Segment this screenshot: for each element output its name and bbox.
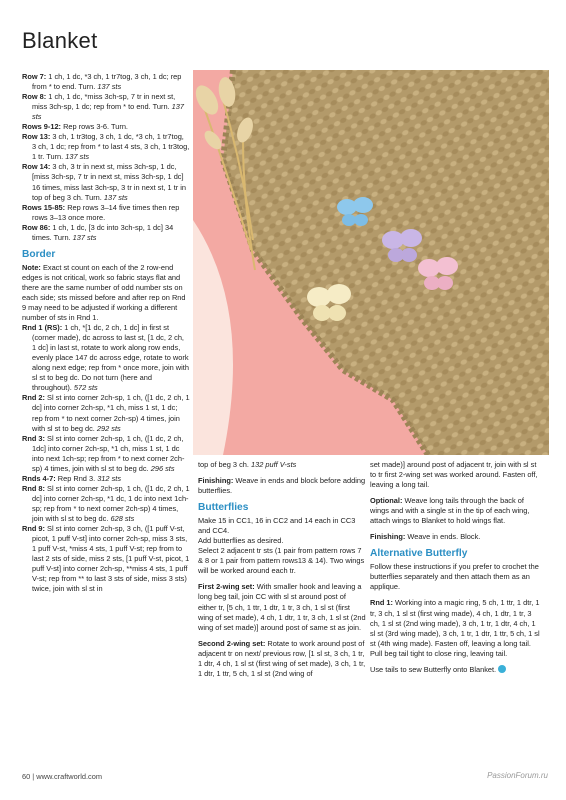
optional-text: Weave long tails through the back of wings and with a single st in the tip of each wing, attach wings to Blanket to hold wings flat.	[370, 496, 530, 526]
watermark: PassionForum.ru	[487, 771, 548, 780]
rows-text: 3 ch, 1 tr3tog, 3 ch, 1 dc, *3 ch, 1 tr7tog, 3 ch, 1 dc; rep from * to last 4 sts, 3 ch, 1 tr3tog, 1 tr. Turn.	[32, 132, 190, 162]
rnds-text: Rep Rnd 3.	[55, 473, 98, 483]
rnds-label: Rnd 9:	[22, 524, 45, 534]
continued-text-body: top of beg 3 ch.	[198, 460, 252, 469]
col3-finishing-paragraph	[370, 532, 542, 542]
rnds-label: Rnd 1 (RS):	[22, 323, 63, 333]
col3-continued: set made)] around post of adjacent tr, join with sl st to tr first 2-wing set was worked around. Fasten off, leaving a long tail.	[370, 460, 538, 490]
wing1-paragraph	[198, 582, 366, 632]
end-mark-icon	[498, 665, 506, 673]
finishing-text: Weave in ends and block before adding butterflies.	[198, 476, 366, 496]
rnds-item	[22, 524, 190, 594]
rows-item	[22, 162, 190, 202]
footer-separator: |	[32, 772, 35, 781]
column-3	[370, 460, 542, 675]
rnds-item	[22, 484, 190, 524]
page-footer	[22, 772, 102, 781]
rows-text: 1 ch, 1 dc, [3 dc into 3ch-sp, 1 dc] 34 times. Turn.	[32, 222, 174, 242]
rows-text: Rep rows 3-6. Turn.	[61, 122, 128, 132]
rows-label: Rows 15-85:	[22, 202, 66, 212]
rows-item	[22, 132, 190, 162]
rows-item	[22, 92, 190, 122]
footer-url[interactable]: www.craftworld.com	[36, 772, 102, 781]
alt-rnd1-paragraph	[370, 598, 542, 658]
butterflies-intro-line: Select 2 adjacent tr sts (1 pair from pattern rows 7 & 8 or 1 pair from pattern rows13 & 14). Two wings will be worked around each tr.	[198, 546, 365, 576]
rows-stitch-count: 137 sts	[97, 82, 122, 92]
rows-stitch-count: 137 sts	[103, 192, 128, 202]
rnds-text: Sl st into corner 2ch-sp, 1 ch, ([1 dc, 2 ch, 1 dc] into corner 2ch-sp, *1 ch, miss 1 st, 1 dc; rep from * to next corner 2ch-sp) 4 times, join with sl st to beg dc.	[32, 393, 190, 433]
rnds-label: Rnd 2:	[22, 393, 45, 403]
rows-text: 3 ch, 3 tr in next st, miss 3ch-sp, 1 dc, [miss 3ch-sp, 7 tr in next st, miss 3ch-sp, 1 dc] 16 times, miss last 3ch-sp, 3 tr in next st, 1 tr in top of beg 3 ch. Turn.	[32, 162, 187, 202]
note-paragraph	[22, 263, 190, 323]
butterflies-intro-line: Make 15 in CC1, 16 in CC2 and 14 each in CC3 and CC4.	[198, 516, 356, 536]
rows-text: 1 ch, 1 dc, *miss 3ch-sp, 7 tr in next st, miss 3ch-sp, 1 dc; rep from * to end. Turn.	[32, 92, 176, 112]
blanket-photo	[193, 70, 549, 455]
rnds-label: Rnds 4-7:	[22, 473, 56, 483]
rows-label: Row 7:	[22, 72, 47, 81]
rnds-text: Sl st into corner 2ch-sp, 1 ch, ([1 dc, 2 ch, 1dc] into corner 2ch-sp, *1 ch, miss 1 st, 1 dc into next 1ch-sp; rep from * to next corner 2ch-sp) 4 times, join with sl st to beg dc.	[32, 433, 185, 473]
rnds-stitch-count: 296 sts	[150, 463, 175, 473]
rnds-stitch-count: 572 sts	[73, 383, 98, 393]
wing2-text: Rotate to work around post of adjacent tr on next/ previous row, [1 sl st, 3 ch, 1 tr, 1 dtr, 4 ch, 1 sl st (first wing of set made), 3 ch, 1 tr, 1 dtr, 1 ttr, 5 ch, 1 sl st (2nd wing of	[198, 638, 366, 678]
rows-stitch-count: 137 sts	[32, 102, 185, 122]
wing1-text: With smaller hook and leaving a long beg tail, join CC with sl st around post of either tr, [5 ch, 1 ttr, 1 dtr, 1 tr, 3 ch, 1 sl st (first wing of set made), 4 ch, 1 dtr, 1 tr, 3 ch, 1 sl st (2nd wing of set made)] around post of same st as join.	[198, 582, 366, 632]
optional-paragraph	[370, 496, 542, 526]
rnds-item	[22, 434, 190, 474]
rnds-text: Sl st into corner 2ch-sp, 1 ch, ([1 dc, 2 ch, 1 dc] into corner 2ch-sp, *1 dc, 1 dc into next 1ch-sp; rep from * to next corner 2ch-sp) 4 times, join with sl st to beg dc.	[32, 483, 190, 523]
page-number: 60	[22, 772, 31, 781]
rows-text: 1 ch, 1 dc, *3 ch, 1 tr7tog, 3 ch, 1 dc; rep from * to end. Turn.	[32, 72, 182, 92]
alt-rnd1-label: Rnd 1:	[370, 598, 393, 608]
wing2-label: Second 2-wing set:	[198, 638, 266, 648]
column-2	[198, 460, 366, 679]
note-label: Note:	[22, 262, 41, 272]
rnds-stitch-count: 628 sts	[110, 513, 135, 523]
rnds-item	[22, 393, 190, 433]
border-heading: Border	[22, 248, 56, 260]
wing1-label: First 2-wing set:	[198, 582, 255, 592]
rows-stitch-count: 137 sts	[65, 152, 90, 162]
alt-butterfly-heading: Alternative Butterfly	[370, 548, 468, 560]
rows-item	[22, 122, 190, 132]
rows-item	[22, 203, 190, 223]
optional-label: Optional:	[370, 496, 403, 506]
rows-item	[22, 72, 190, 92]
col3-finishing-label: Finishing:	[370, 532, 406, 542]
continued-text	[198, 460, 366, 470]
rows-item	[22, 223, 190, 243]
rows-label: Rows 9-12:	[22, 122, 62, 132]
alt-rnd1-text: Working into a magic ring, 5 ch, 1 ttr, 1 dtr, 1 tr, 3 ch, 1 sl st (first wing made), 4 ch, 1 dtr, 1 tr, 3 ch, 1 sl st (2nd wing made), 3 ch, 1 tr, 1 dtr, 4 ch, 1 sl st (3rd wing made), 3 ch, 1 tr, 1 dtr, 1 ttr, 5 ch, 1 sl st (4th wing made). Fasten off, leaving a long tail. Pull beg tail tight to close ring, leaving tail.	[370, 598, 540, 658]
butterflies-heading: Butterflies	[198, 502, 249, 514]
rows-label: Row 8:	[22, 92, 47, 102]
finishing-label: Finishing:	[198, 476, 234, 486]
butterfly-blue	[337, 197, 373, 226]
rows-label: Row 13:	[22, 132, 51, 142]
wing2-paragraph	[198, 639, 366, 679]
closing-text: Use tails to sew Butterfly onto Blanket.	[370, 664, 497, 674]
column-1	[22, 72, 190, 594]
rnds-item	[22, 323, 190, 393]
rnds-label: Rnd 8:	[22, 483, 45, 493]
page-title: Blanket	[22, 28, 98, 53]
alt-intro: Follow these instructions if you prefer to crochet the butterflies separately and then attach them as an applique.	[370, 562, 539, 592]
col3-finishing-text: Weave in ends. Block.	[405, 532, 481, 542]
rnds-text: 1 ch, *[1 dc, 2 ch, 1 dc] in first st (corner made), dc across to last st, [1 dc, 2 ch, 1 dc] in last st, rotate to work along row ends, evenly place 147 dc across edge, rotate to work along next edge; rep from * once more, join with sl st to beg dc. Do not turn (here and throughout).	[32, 323, 189, 393]
rows-stitch-count: 137 sts	[72, 232, 97, 242]
rows-label: Row 14:	[22, 162, 51, 172]
continued-stitch-count: 132 puff V-sts	[251, 460, 297, 469]
rnds-stitch-count: 312 sts	[97, 473, 122, 483]
note-text: Exact st count on each of the 2 row-end edges is not critical, work so fabric stays flat and there are the same number of odd number sts on each side; sts missed before and after rep on Rnd 9 may need to be adjusted if working a different number of sts in Rnd 1.	[22, 262, 186, 323]
rows-label: Row 86:	[22, 222, 51, 232]
rows-text: Rep rows 3–14 five times then rep rows 3–13 once more.	[32, 202, 180, 222]
closing-paragraph	[370, 665, 542, 675]
rnds-item	[22, 474, 190, 484]
butterfly-cream	[307, 284, 351, 321]
butterflies-intro-line: Add butterflies as desired.	[198, 536, 284, 546]
finishing-paragraph	[198, 476, 366, 496]
rnds-text: Sl st into corner 2ch-sp, 3 ch, ([1 puff V-st, picot, 1 puff V-st] into corner 2ch-sp, miss 3 sts, 1 puff V-st, *miss 4 sts, 1 puff V-st; rep from to last 2 sts of side, miss 2 sts, [1 puff V-st, picot, 1 puff V-st] into corner 2ch-sp, **miss 4 sts, 1 puff V-st; rep from ** to last 3 sts of side, miss 3 sts) twice, join with sl st in	[32, 524, 190, 594]
rnds-stitch-count: 292 sts	[96, 423, 121, 433]
rnds-label: Rnd 3:	[22, 433, 45, 443]
